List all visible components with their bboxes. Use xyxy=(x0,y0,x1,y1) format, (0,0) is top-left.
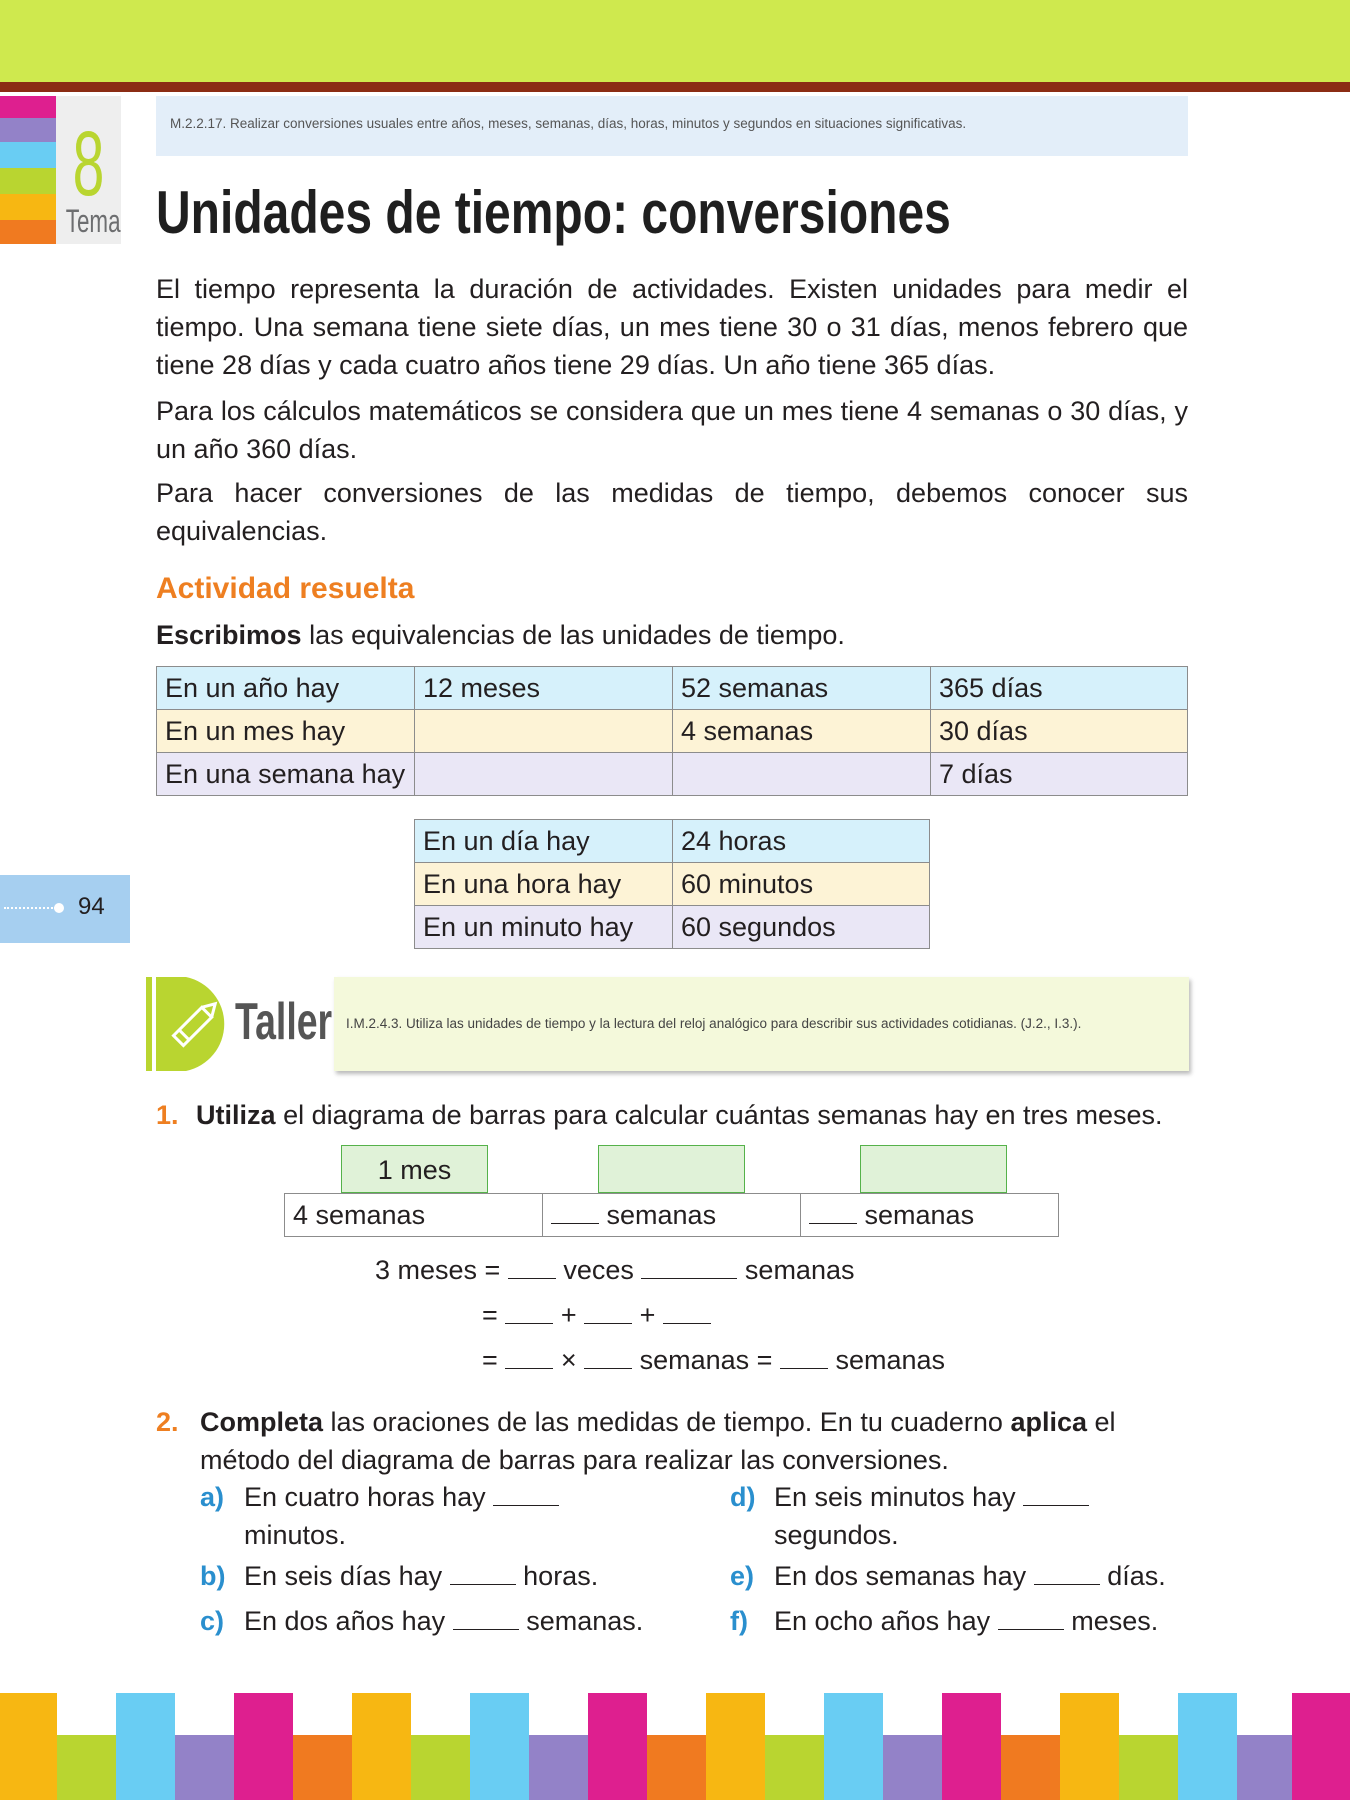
answer-blank[interactable] xyxy=(551,1199,599,1224)
month-box-blank xyxy=(860,1145,1007,1193)
equation-line-2: = + + xyxy=(482,1299,711,1331)
answer-blank[interactable] xyxy=(505,1344,553,1369)
list-item: d) En seis minutos hay segundos. xyxy=(730,1478,1089,1554)
month-box-blank xyxy=(598,1145,745,1193)
page-number-tab xyxy=(0,875,130,943)
activity-heading: Actividad resuelta xyxy=(156,572,415,605)
page-number: 94 xyxy=(78,893,105,920)
skill-banner xyxy=(156,96,1188,156)
table-row: En una hora hay 60 minutos xyxy=(415,863,930,906)
answer-blank[interactable] xyxy=(998,1605,1064,1630)
answer-blank[interactable] xyxy=(450,1560,516,1585)
answer-blank[interactable] xyxy=(584,1299,632,1324)
tema-number: 8 xyxy=(72,113,105,215)
tema-label: Tema xyxy=(65,203,121,239)
table-row: En un día hay 24 horas xyxy=(415,820,930,863)
equation-line-3: = × semanas = semanas xyxy=(482,1345,946,1375)
list-item: f) En ocho años hay meses. xyxy=(730,1606,1159,1636)
answer-blank[interactable] xyxy=(641,1254,737,1279)
answer-blank[interactable] xyxy=(663,1299,711,1324)
bar-cell: semanas xyxy=(801,1194,1059,1237)
top-accent-line xyxy=(0,82,1350,92)
list-item: a) En cuatro horas hay minutos. xyxy=(200,1478,559,1554)
table-row: En un año hay 12 meses 52 semanas 365 días xyxy=(157,667,1188,710)
taller-indicator: I.M.2.4.3. Utiliza las unidades de tiempo y la lectura del reloj analógico para describir sus actividades cotidianas. (J.2., I.3.). xyxy=(346,1016,1082,1031)
bar-diagram xyxy=(284,1193,1059,1237)
intro-paragraph-2: Para los cálculos matemáticos se considera que un mes tiene 4 semanas o 30 días, y un año 360 días. xyxy=(156,396,1188,464)
list-item: c) En dos años hay semanas. xyxy=(200,1606,644,1636)
intro-paragraph-3: Para hacer conversiones de las medidas de tiempo, debemos conocer sus equivalencias. xyxy=(156,478,1188,546)
month-box: 1 mes xyxy=(341,1145,488,1193)
list-item: b) En seis días hay horas. xyxy=(200,1561,599,1591)
answer-blank[interactable] xyxy=(584,1344,632,1369)
answer-blank[interactable] xyxy=(780,1344,828,1369)
answer-blank[interactable] xyxy=(453,1605,519,1630)
taller-label: Taller xyxy=(235,993,333,1051)
table-row: En un minuto hay 60 segundos xyxy=(415,906,930,949)
equivalences-table-2 xyxy=(414,819,930,949)
exercise-2-statement: 2. Completa las oraciones de las medidas de tiempo. En tu cuaderno aplica el método del diagrama de barras para realizar las conversiones. xyxy=(156,1407,1116,1475)
table-row: En un mes hay 4 semanas 30 días xyxy=(157,710,1188,753)
bar-cell: semanas xyxy=(543,1194,801,1237)
page-title: Unidades de tiempo: conversiones xyxy=(156,179,951,246)
answer-blank[interactable] xyxy=(493,1481,559,1506)
equation-line-1: 3 meses = veces semanas xyxy=(375,1255,855,1285)
list-item: e) En dos semanas hay días. xyxy=(730,1561,1166,1591)
answer-blank[interactable] xyxy=(1023,1481,1089,1506)
answer-blank[interactable] xyxy=(505,1299,553,1324)
answer-blank[interactable] xyxy=(508,1254,556,1279)
exercise-1-statement: 1. Utiliza el diagrama de barras para calcular cuántas semanas hay en tres meses. xyxy=(156,1100,1163,1130)
bar-cell: 4 semanas xyxy=(285,1194,543,1237)
activity-instruction: Escribimos las equivalencias de las unidades de tiempo. xyxy=(156,620,845,650)
table-row xyxy=(285,1194,1059,1237)
table-row: En una semana hay 7 días xyxy=(157,753,1188,796)
answer-blank[interactable] xyxy=(809,1199,857,1224)
equivalences-table-1 xyxy=(156,666,1188,796)
answer-blank[interactable] xyxy=(1034,1560,1100,1585)
intro-paragraph-1: El tiempo representa la duración de actividades. Existen unidades para medir el tiempo. Una semana tiene siete días, un mes tiene 30 o 31 días, menos febrero que tiene 28 días y cada cuatro años tiene 29 días. Un año tiene 365 días. xyxy=(156,274,1188,380)
top-color-band xyxy=(0,0,1350,82)
skill-code: M.2.2.17. Realizar conversiones usuales entre años, meses, semanas, días, horas, minutos y segundos en situaciones significativas. xyxy=(170,116,967,131)
